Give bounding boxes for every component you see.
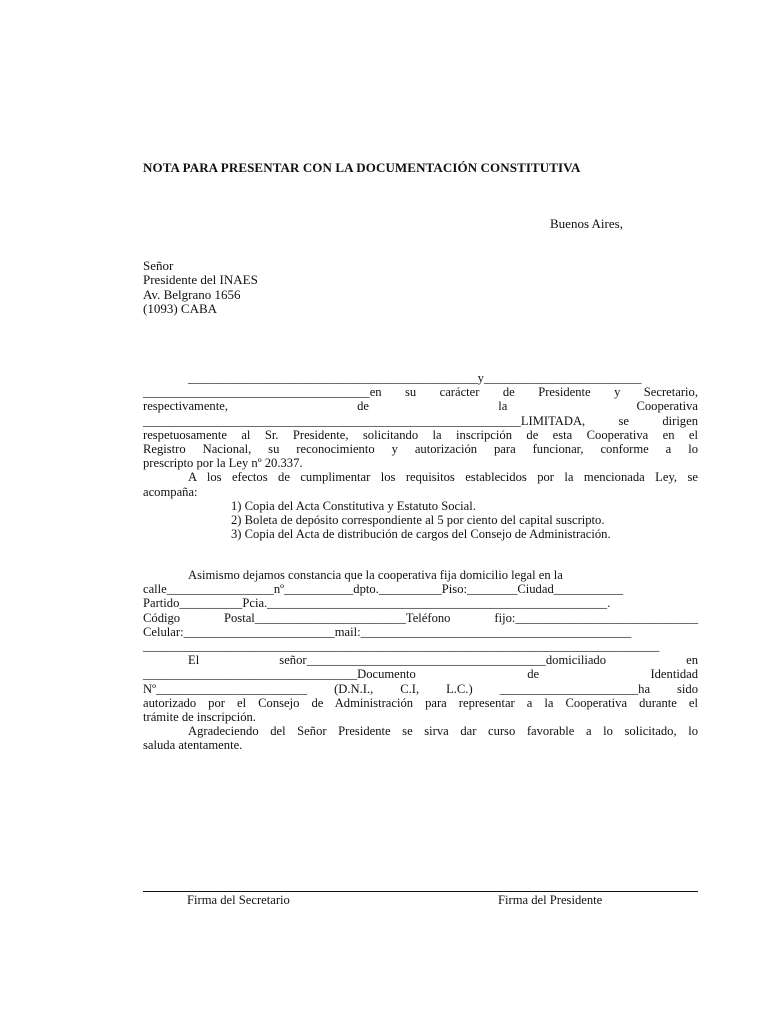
signature-line	[143, 891, 698, 892]
body-line: autorizado por el Consejo de Administración para representar a la Cooperativa durante el	[143, 695, 698, 710]
attachment-item: 3) Copia del Acta de distribución de cargos del Consejo de Administración.	[231, 527, 611, 542]
body-line: El señor______________________________________domiciliado en	[188, 653, 698, 668]
body-line: ______________________________________________y_________________________	[188, 371, 642, 385]
body-line: respetuosamente al Sr. Presidente, solicitando la inscripción de esta Cooperativa en el	[143, 427, 698, 442]
body-line: __________________________________________________________________________________	[143, 639, 660, 654]
body-line: Celular:________________________mail:___________________________________________	[143, 624, 632, 639]
body-line: Código Postal________________________Teléfono fijo:_____________________________	[143, 610, 698, 625]
body-line: Agradeciendo del Señor Presidente se sirva dar curso favorable a lo solicitado, lo	[188, 724, 698, 739]
body-line: A los efectos de cumplimentar los requisitos establecidos por la mencionada Ley, se	[188, 470, 698, 485]
domicile-paragraph	[143, 568, 698, 753]
body-line: Nº________________________ (D.N.I., C.I, L.C.) ______________________ha sido	[143, 681, 698, 696]
document-title: NOTA PARA PRESENTAR CON LA DOCUMENTACIÓN CONSTITUTIVA	[143, 160, 581, 175]
body-line: respectivamente, de la Cooperativa	[143, 399, 698, 414]
attachment-item: 1) Copia del Acta Constitutiva y Estatuto Social.	[231, 498, 476, 513]
body-line: trámite de inscripción.	[143, 710, 256, 725]
body-line: saluda atentamente.	[143, 738, 243, 753]
addressee-title: Presidente del INAES	[143, 272, 258, 288]
body-line: ____________________________________en su carácter de Presidente y Secretario,	[143, 385, 698, 400]
body-line: Asimismo dejamos constancia que la cooperativa fija domicilio legal en la	[188, 568, 563, 582]
body-line: prescripto por la Ley nº 20.337.	[143, 456, 303, 471]
attachment-item: 2) Boleta de depósito correspondiente al 5 por ciento del capital suscripto.	[231, 513, 605, 528]
body-line: __________________________________Documento de Identidad	[143, 667, 698, 682]
secretary-signature-label: Firma del Secretario	[187, 893, 290, 907]
body-line: calle_________________nº___________dpto.__________Piso:________Ciudad___________	[143, 582, 624, 597]
body-line: ____________________________________________________________LIMITADA, se dirigen	[143, 413, 698, 428]
body-line: Registro Nacional, su reconocimiento y autorización para funcionar, conforme a lo	[143, 442, 698, 457]
addressee-salutation: Señor	[143, 258, 174, 273]
body-line: Partido__________Pcia.______________________________________________________.	[143, 596, 611, 611]
addressee-block	[143, 259, 258, 317]
place-date: Buenos Aires,	[550, 216, 623, 231]
body-line: acompaña:	[143, 484, 198, 499]
request-paragraph	[143, 371, 698, 541]
addressee-city: (1093) CABA	[143, 301, 218, 317]
addressee-street: Av. Belgrano 1656	[143, 286, 241, 302]
president-signature-label: Firma del Presidente	[498, 893, 603, 907]
